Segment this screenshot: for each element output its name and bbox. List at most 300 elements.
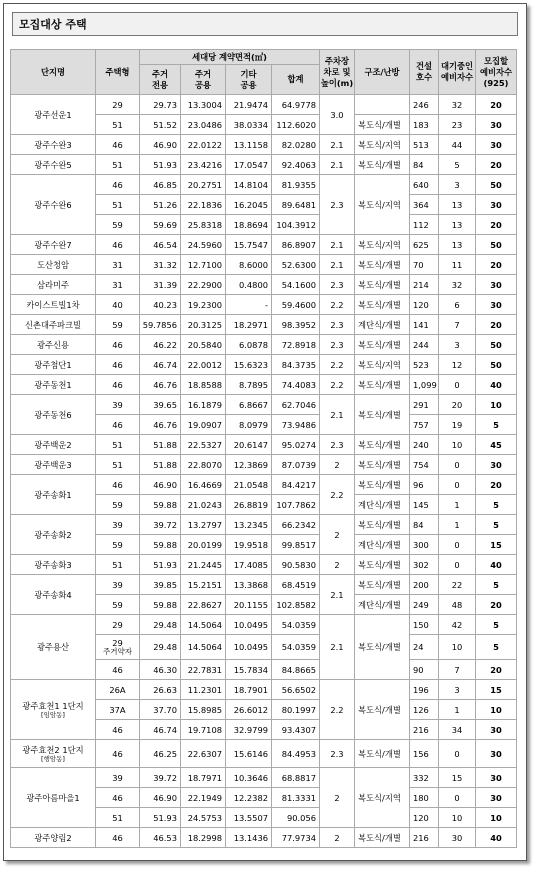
reserve-count: 15 [439,768,476,788]
built-units: 120 [410,295,439,315]
header-exclusive: 주거 전용 [140,65,181,95]
total-area: 59.4600 [272,295,320,315]
reserve-count: 0 [439,788,476,808]
recruit-count: 30 [476,275,517,295]
reserve-count: 13 [439,215,476,235]
unit-type: 46 [96,415,140,435]
unit-type: 46 [96,660,140,680]
complex-name: 광주용산 [11,615,96,680]
recruit-count: 5 [476,495,517,515]
built-units: 156 [410,740,439,768]
structure-heating: 계단식/개별 [355,495,410,515]
complex-name: 광주동천6 [11,395,96,435]
other-area: 21.9474 [226,95,272,115]
other-area: 8.6000 [226,255,272,275]
total-area: 74.4083 [272,375,320,395]
common-area: 14.5064 [181,615,226,635]
common-area: 13.2797 [181,515,226,535]
header-reserve: 대기중인 예비자수 [439,50,476,95]
structure-heating: 계단식/개별 [355,595,410,615]
total-area: 68.8817 [272,768,320,788]
total-area: 107.7862 [272,495,320,515]
reserve-count: 34 [439,720,476,740]
reserve-count: 5 [439,155,476,175]
reserve-count: 7 [439,315,476,335]
built-units: 196 [410,680,439,700]
structure-heating: 복도식/개별 [355,395,410,435]
other-area: 10.3646 [226,768,272,788]
reserve-count: 0 [439,475,476,495]
total-area: 54.0359 [272,615,320,635]
other-area: 8.7895 [226,375,272,395]
structure-heating: 복도식/개별 [355,575,410,595]
total-area: 89.6481 [272,195,320,215]
structure-heating: 계단식/개별 [355,315,410,335]
section-title: 모집대상 주택 [12,12,518,36]
table-row [11,275,517,295]
unit-type: 46 [96,355,140,375]
parking-height: 2.1 [320,615,355,680]
common-area: 13.3004 [181,95,226,115]
common-area: 20.5840 [181,335,226,355]
table-row [11,255,517,275]
recruit-count: 30 [476,295,517,315]
built-units: 112 [410,215,439,235]
recruit-count: 15 [476,535,517,555]
unit-type: 46 [96,335,140,355]
structure-heating: 복도식/개별 [355,475,410,495]
unit-type: 40 [96,295,140,315]
built-units: 513 [410,135,439,155]
reserve-count: 13 [439,195,476,215]
exclusive-area: 39.72 [140,515,181,535]
unit-type: 51 [96,155,140,175]
common-area: 21.0243 [181,495,226,515]
exclusive-area: 29.48 [140,615,181,635]
complex-name: 신촌대주파크빌 [11,315,96,335]
table-row [11,135,517,155]
other-area: 15.7547 [226,235,272,255]
other-area: 12.3869 [226,455,272,475]
parking-height: 2.3 [320,175,355,235]
table-row [11,175,517,195]
other-area: 18.7901 [226,680,272,700]
reserve-count: 30 [439,828,476,848]
unit-type: 39 [96,395,140,415]
total-area: 82.0280 [272,135,320,155]
total-area: 72.8918 [272,335,320,355]
exclusive-area: 51.88 [140,435,181,455]
built-units: 240 [410,435,439,455]
recruit-count: 20 [476,95,517,115]
common-area: 15.2151 [181,575,226,595]
parking-height: 2 [320,515,355,555]
reserve-count: 3 [439,335,476,355]
reserve-count: 44 [439,135,476,155]
common-area: 24.5960 [181,235,226,255]
table-row [11,475,517,495]
parking-height: 2.2 [320,680,355,740]
other-area: 13.1158 [226,135,272,155]
complex-name: 광주신용 [11,335,96,355]
reserve-count: 6 [439,295,476,315]
reserve-count: 3 [439,680,476,700]
header-type: 주택형 [96,50,140,95]
table-row [11,740,517,768]
reserve-count: 1 [439,515,476,535]
table-row [11,555,517,575]
exclusive-area: 40.23 [140,295,181,315]
recruit-count: 20 [476,215,517,235]
total-area: 68.4519 [272,575,320,595]
complex-name: 광주양림2 [11,828,96,848]
table-row [11,95,517,115]
other-area: 6.8667 [226,395,272,415]
complex-name: 광주수완6 [11,175,96,235]
exclusive-area: 46.76 [140,375,181,395]
header-common: 주거 공용 [181,65,226,95]
built-units: 757 [410,415,439,435]
recruit-count: 20 [476,595,517,615]
other-area: 10.0495 [226,635,272,660]
reserve-count: 0 [439,455,476,475]
structure-heating: 복도식/개별 [355,255,410,275]
exclusive-area: 39.65 [140,395,181,415]
built-units: 141 [410,315,439,335]
common-area: 22.0122 [181,135,226,155]
unit-type: 26A [96,680,140,700]
built-units: 1,099 [410,375,439,395]
unit-type: 39 [96,575,140,595]
total-area: 64.9778 [272,95,320,115]
exclusive-area: 59.88 [140,535,181,555]
recruit-count: 10 [476,808,517,828]
recruit-count: 20 [476,255,517,275]
unit-type: 31 [96,255,140,275]
other-area: 13.5507 [226,808,272,828]
total-area: 87.0739 [272,455,320,475]
common-area: 24.5753 [181,808,226,828]
built-units: 754 [410,455,439,475]
parking-height: 2.3 [320,435,355,455]
built-units: 126 [410,700,439,720]
recruit-count: 30 [476,115,517,135]
built-units: 200 [410,575,439,595]
exclusive-area: 51.52 [140,115,181,135]
built-units: 640 [410,175,439,195]
header-area-group: 세대당 계약면적(㎡) [140,50,320,65]
structure-heating: 복도식/개별 [355,615,410,680]
complex-name: 광주수완7 [11,235,96,255]
exclusive-area: 59.88 [140,595,181,615]
total-area: 54.0359 [272,635,320,660]
recruit-count: 30 [476,195,517,215]
other-area: 12.2382 [226,788,272,808]
built-units: 183 [410,115,439,135]
complex-name: 광주수완5 [11,155,96,175]
reserve-count: 0 [439,375,476,395]
parking-height: 2.3 [320,740,355,768]
table-row [11,515,517,535]
complex-name: 광주송화4 [11,575,96,615]
reserve-count: 19 [439,415,476,435]
exclusive-area: 59.7856 [140,315,181,335]
exclusive-area: 46.74 [140,355,181,375]
built-units: 84 [410,515,439,535]
reserve-count: 0 [439,555,476,575]
exclusive-area: 39.72 [140,768,181,788]
built-units: 246 [410,95,439,115]
common-area: 18.2998 [181,828,226,848]
reserve-count: 32 [439,275,476,295]
exclusive-area: 46.54 [140,235,181,255]
built-units: 120 [410,808,439,828]
exclusive-area: 46.74 [140,720,181,740]
table-row [11,355,517,375]
structure-heating: 복도식/개별 [355,335,410,355]
common-area: 19.7108 [181,720,226,740]
common-area: 20.3125 [181,315,226,335]
exclusive-area: 29.48 [140,635,181,660]
header-structure: 구조/난방 [355,50,410,95]
parking-height: 2.2 [320,295,355,315]
exclusive-area: 46.90 [140,788,181,808]
common-area: 20.2751 [181,175,226,195]
total-area: 90.5830 [272,555,320,575]
other-area: 20.6147 [226,435,272,455]
reserve-count: 42 [439,615,476,635]
table-row [11,768,517,788]
common-area: 19.2300 [181,295,226,315]
unit-type: 46 [96,175,140,195]
reserve-count: 10 [439,435,476,455]
structure-heating: 복도식/개별 [355,515,410,535]
unit-type: 46 [96,375,140,395]
other-area: 14.8104 [226,175,272,195]
reserve-count: 10 [439,635,476,660]
common-area: 21.2445 [181,555,226,575]
reserve-count: 13 [439,235,476,255]
complex-name: 광주백운3 [11,455,96,475]
complex-name: 광주동천1 [11,375,96,395]
recruit-count: 5 [476,515,517,535]
reserve-count: 1 [439,700,476,720]
parking-height: 2.2 [320,375,355,395]
header-complex: 단지명 [11,50,96,95]
recruit-count: 50 [476,335,517,355]
total-area: 84.4953 [272,740,320,768]
structure-heating: 복도식/개별 [355,680,410,740]
table-row [11,395,517,415]
total-area: 81.3331 [272,788,320,808]
header-recruit: 모집할 예비자수 (925) [476,50,517,95]
structure-heating: 복도식/개별 [355,740,410,768]
unit-type: 59 [96,215,140,235]
recruit-count: 5 [476,635,517,660]
structure-heating: 복도식/개별 [355,155,410,175]
recruit-count: 20 [476,315,517,335]
built-units: 249 [410,595,439,615]
built-units: 90 [410,660,439,680]
recruit-count: 40 [476,555,517,575]
common-area: 16.4669 [181,475,226,495]
parking-height: 2.1 [320,395,355,435]
table-row [11,375,517,395]
unit-type: 51 [96,195,140,215]
exclusive-area: 46.25 [140,740,181,768]
complex-name: 광주백운2 [11,435,96,455]
parking-height: 2.1 [320,135,355,155]
complex-name: 광주수완3 [11,135,96,155]
exclusive-area: 51.93 [140,155,181,175]
exclusive-area: 46.53 [140,828,181,848]
reserve-count: 32 [439,95,476,115]
built-units: 214 [410,275,439,295]
table-row [11,235,517,255]
built-units: 291 [410,395,439,415]
total-area: 104.3912 [272,215,320,235]
exclusive-area: 31.39 [140,275,181,295]
recruit-count: 5 [476,415,517,435]
unit-type: 51 [96,455,140,475]
complex-name: 도산청암 [11,255,96,275]
recruit-count: 10 [476,395,517,415]
exclusive-area: 59.88 [140,495,181,515]
common-area: 20.0199 [181,535,226,555]
other-area: 32.9799 [226,720,272,740]
unit-type: 29 [96,615,140,635]
recruit-count: 10 [476,700,517,720]
recruit-count: 5 [476,615,517,635]
complex-name: 광주송화2 [11,515,96,555]
total-area: 81.9355 [272,175,320,195]
recruit-count: 40 [476,828,517,848]
table-body [11,95,517,848]
total-area: 62.7046 [272,395,320,415]
common-area: 22.5327 [181,435,226,455]
structure-heating: 복도식/지역 [355,355,410,375]
reserve-count: 22 [439,575,476,595]
structure-heating: 계단식/개별 [355,535,410,555]
structure-heating: 복도식/개별 [355,275,410,295]
unit-type: 46 [96,475,140,495]
header-built: 건설 호수 [410,50,439,95]
recruit-count: 40 [476,375,517,395]
built-units: 96 [410,475,439,495]
structure-heating: 복도식/지역 [355,175,410,235]
unit-type: 39 [96,768,140,788]
built-units: 84 [410,155,439,175]
total-area: 84.3735 [272,355,320,375]
complex-name: 광주선운1 [11,95,96,135]
table-row [11,335,517,355]
parking-height: 2.1 [320,255,355,275]
exclusive-area: 37.70 [140,700,181,720]
table-row [11,680,517,700]
complex-name: 광주송화3 [11,555,96,575]
built-units: 244 [410,335,439,355]
unit-type: 46 [96,720,140,740]
common-area: 22.1836 [181,195,226,215]
unit-type: 46 [96,235,140,255]
total-area: 54.1600 [272,275,320,295]
built-units: 216 [410,828,439,848]
table-row [11,435,517,455]
unit-type: 46 [96,788,140,808]
header-other: 기타 공용 [226,65,272,95]
common-area: 12.7100 [181,255,226,275]
other-area: 20.1155 [226,595,272,615]
total-area: 98.3952 [272,315,320,335]
total-area: 56.6502 [272,680,320,700]
total-area: 86.8907 [272,235,320,255]
exclusive-area: 46.90 [140,475,181,495]
parking-height: 2.3 [320,315,355,335]
recruit-count: 20 [476,660,517,680]
structure-heating: 복도식/지역 [355,135,410,155]
table-row [11,615,517,635]
unit-type: 46 [96,828,140,848]
complex-name: 삼라미주 [11,275,96,295]
common-area: 22.6307 [181,740,226,768]
other-area: 26.6012 [226,700,272,720]
complex-name: 광주아름마을1 [11,768,96,828]
structure-heating: 복도식/개별 [355,828,410,848]
common-area: 15.8985 [181,700,226,720]
total-area: 112.6020 [272,115,320,135]
exclusive-area: 46.76 [140,415,181,435]
common-area: 18.8588 [181,375,226,395]
exclusive-area: 26.63 [140,680,181,700]
reserve-count: 0 [439,740,476,768]
unit-type: 59 [96,315,140,335]
common-area: 22.8627 [181,595,226,615]
common-area: 23.0486 [181,115,226,135]
total-area: 77.9734 [272,828,320,848]
complex-name: 광주송화1 [11,475,96,515]
table-row [11,575,517,595]
other-area: 38.0334 [226,115,272,135]
parking-height: 2.1 [320,155,355,175]
built-units: 302 [410,555,439,575]
exclusive-area: 31.32 [140,255,181,275]
table-row [11,295,517,315]
other-area: 21.0548 [226,475,272,495]
built-units: 364 [410,195,439,215]
unit-type: 59 [96,495,140,515]
reserve-count: 12 [439,355,476,375]
total-area: 73.9486 [272,415,320,435]
header-parking: 주차장 차로 및 높이(m) [320,50,355,95]
exclusive-area: 29.73 [140,95,181,115]
built-units: 70 [410,255,439,275]
reserve-count: 11 [439,255,476,275]
other-area: 16.2045 [226,195,272,215]
built-units: 332 [410,768,439,788]
common-area: 25.8318 [181,215,226,235]
complex-name: 광주효천1 1단지 [임암동] [11,680,96,740]
unit-type: 31 [96,275,140,295]
unit-type: 59 [96,535,140,555]
other-area: 13.1436 [226,828,272,848]
total-area: 99.8517 [272,535,320,555]
unit-type: 59 [96,595,140,615]
structure-heating: 복도식/개별 [355,455,410,475]
exclusive-area: 46.85 [140,175,181,195]
exclusive-area: 46.90 [140,135,181,155]
structure-heating: 복도식/개별 [355,555,410,575]
structure-heating: 복도식/지역 [355,768,410,828]
